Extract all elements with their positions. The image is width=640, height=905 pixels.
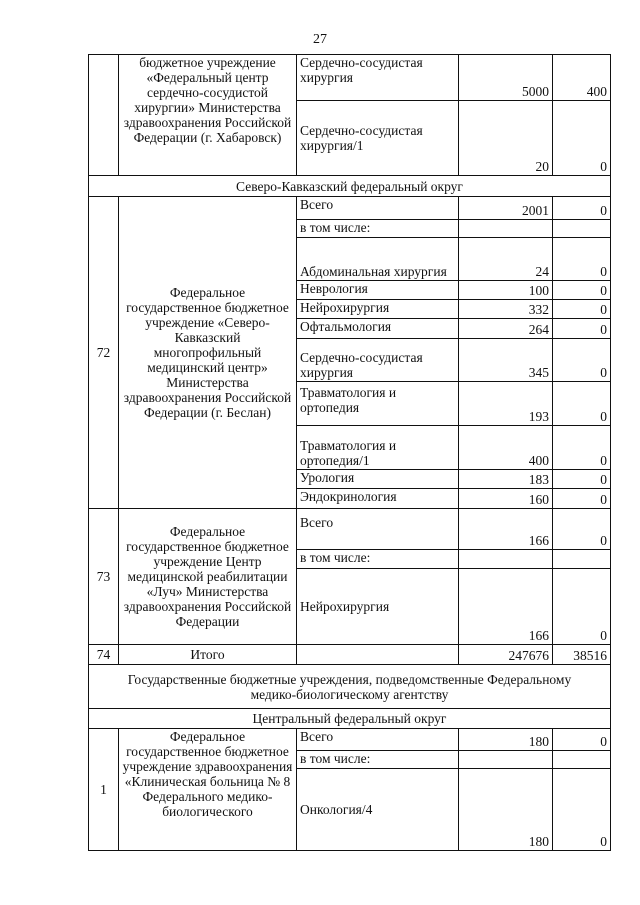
value-a-cell: 193 xyxy=(459,382,553,426)
value-b-cell: 0 xyxy=(553,238,611,281)
value-b-cell: 0 xyxy=(553,319,611,339)
row-index-cell: 74 xyxy=(89,645,119,665)
org-name-cell: Федеральное государственное бюджетное учреждение «Северо-Кавказский многопрофильный медицинский центр» Министерства здравоохранения Российской Федерации (г. Беслан) xyxy=(119,197,297,509)
value-b-cell: 0 xyxy=(553,300,611,319)
value-a-cell: 345 xyxy=(459,339,553,382)
section-title: Северо-Кавказский федеральный округ xyxy=(89,176,611,197)
table-row xyxy=(89,55,611,101)
profile-cell: Всего xyxy=(297,197,459,220)
profile-cell: Сердечно-сосудистая хирургия xyxy=(297,339,459,382)
value-a-cell: 332 xyxy=(459,300,553,319)
profile-cell: Нейрохирургия xyxy=(297,300,459,319)
profile-cell: Офтальмология xyxy=(297,319,459,339)
row-index-cell xyxy=(89,55,119,176)
value-b-cell xyxy=(553,550,611,569)
profile-cell: в том числе: xyxy=(297,550,459,569)
value-a-cell: 5000 xyxy=(459,55,553,101)
value-a-cell: 400 xyxy=(459,426,553,470)
value-b-cell: 0 xyxy=(553,569,611,645)
profile-cell: в том числе: xyxy=(297,220,459,238)
profile-cell: Травматология и ортопедия xyxy=(297,382,459,426)
profile-cell: Неврология xyxy=(297,281,459,300)
value-a-cell xyxy=(459,751,553,769)
value-b-cell: 38516 xyxy=(553,645,611,665)
quota-table xyxy=(88,54,611,851)
row-index-cell: 1 xyxy=(89,729,119,851)
org-name-cell: Федеральное государственное бюджетное учреждение Центр медицинской реабилитации «Луч» Министерства здравоохранения Российской Федерации xyxy=(119,509,297,645)
profile-cell xyxy=(297,645,459,665)
profile-cell: Всего xyxy=(297,729,459,751)
value-a-cell: 24 xyxy=(459,238,553,281)
row-index-cell: 73 xyxy=(89,509,119,645)
value-b-cell xyxy=(553,220,611,238)
value-b-cell: 0 xyxy=(553,769,611,851)
profile-cell: Сердечно-сосудистая хирургия/1 xyxy=(297,101,459,176)
value-b-cell: 0 xyxy=(553,426,611,470)
value-b-cell: 0 xyxy=(553,197,611,220)
value-a-cell: 247676 xyxy=(459,645,553,665)
profile-cell: Онкология/4 xyxy=(297,769,459,851)
profile-cell: Всего xyxy=(297,509,459,550)
value-b-cell: 400 xyxy=(553,55,611,101)
profile-cell: Нейрохирургия xyxy=(297,569,459,645)
section-title: Центральный федеральный округ xyxy=(89,709,611,729)
table-row xyxy=(89,729,611,751)
profile-cell: Урология xyxy=(297,470,459,489)
value-a-cell: 180 xyxy=(459,729,553,751)
value-a-cell: 20 xyxy=(459,101,553,176)
value-a-cell: 180 xyxy=(459,769,553,851)
profile-cell: Абдоминальная хирургия xyxy=(297,238,459,281)
total-row xyxy=(89,645,611,665)
value-a-cell xyxy=(459,220,553,238)
section-row xyxy=(89,176,611,197)
row-index-cell: 72 xyxy=(89,197,119,509)
value-a-cell: 183 xyxy=(459,470,553,489)
profile-cell: Сердечно-сосудистая хирургия xyxy=(297,55,459,101)
org-name-cell: бюджетное учреждение «Федеральный центр сердечно-сосудистой хирургии» Министерства здравоохранения Российской Федерации (г. Хабаровск) xyxy=(119,55,297,176)
section-title: Государственные бюджетные учреждения, подведомственные Федеральному медико-биологическому агентству xyxy=(89,665,611,709)
value-b-cell: 0 xyxy=(553,729,611,751)
page-number: 27 xyxy=(313,32,327,47)
table-row xyxy=(89,509,611,550)
value-b-cell: 0 xyxy=(553,509,611,550)
value-a-cell: 2001 xyxy=(459,197,553,220)
org-name-cell: Федеральное государственное бюджетное учреждение здравоохранения «Клиническая больница № 8 Федерального медико-биологического xyxy=(119,729,297,851)
profile-cell: Травматология и ортопедия/1 xyxy=(297,426,459,470)
value-a-cell: 100 xyxy=(459,281,553,300)
value-a-cell: 160 xyxy=(459,489,553,509)
profile-cell: Эндокринология xyxy=(297,489,459,509)
value-a-cell xyxy=(459,550,553,569)
value-b-cell: 0 xyxy=(553,281,611,300)
value-b-cell: 0 xyxy=(553,339,611,382)
section-row xyxy=(89,709,611,729)
section-row xyxy=(89,665,611,709)
value-b-cell: 0 xyxy=(553,382,611,426)
value-a-cell: 264 xyxy=(459,319,553,339)
value-a-cell: 166 xyxy=(459,509,553,550)
table-row xyxy=(89,197,611,220)
profile-cell: в том числе: xyxy=(297,751,459,769)
total-label: Итого xyxy=(119,645,297,665)
value-b-cell: 0 xyxy=(553,470,611,489)
value-b-cell: 0 xyxy=(553,101,611,176)
value-b-cell xyxy=(553,751,611,769)
value-a-cell: 166 xyxy=(459,569,553,645)
value-b-cell: 0 xyxy=(553,489,611,509)
